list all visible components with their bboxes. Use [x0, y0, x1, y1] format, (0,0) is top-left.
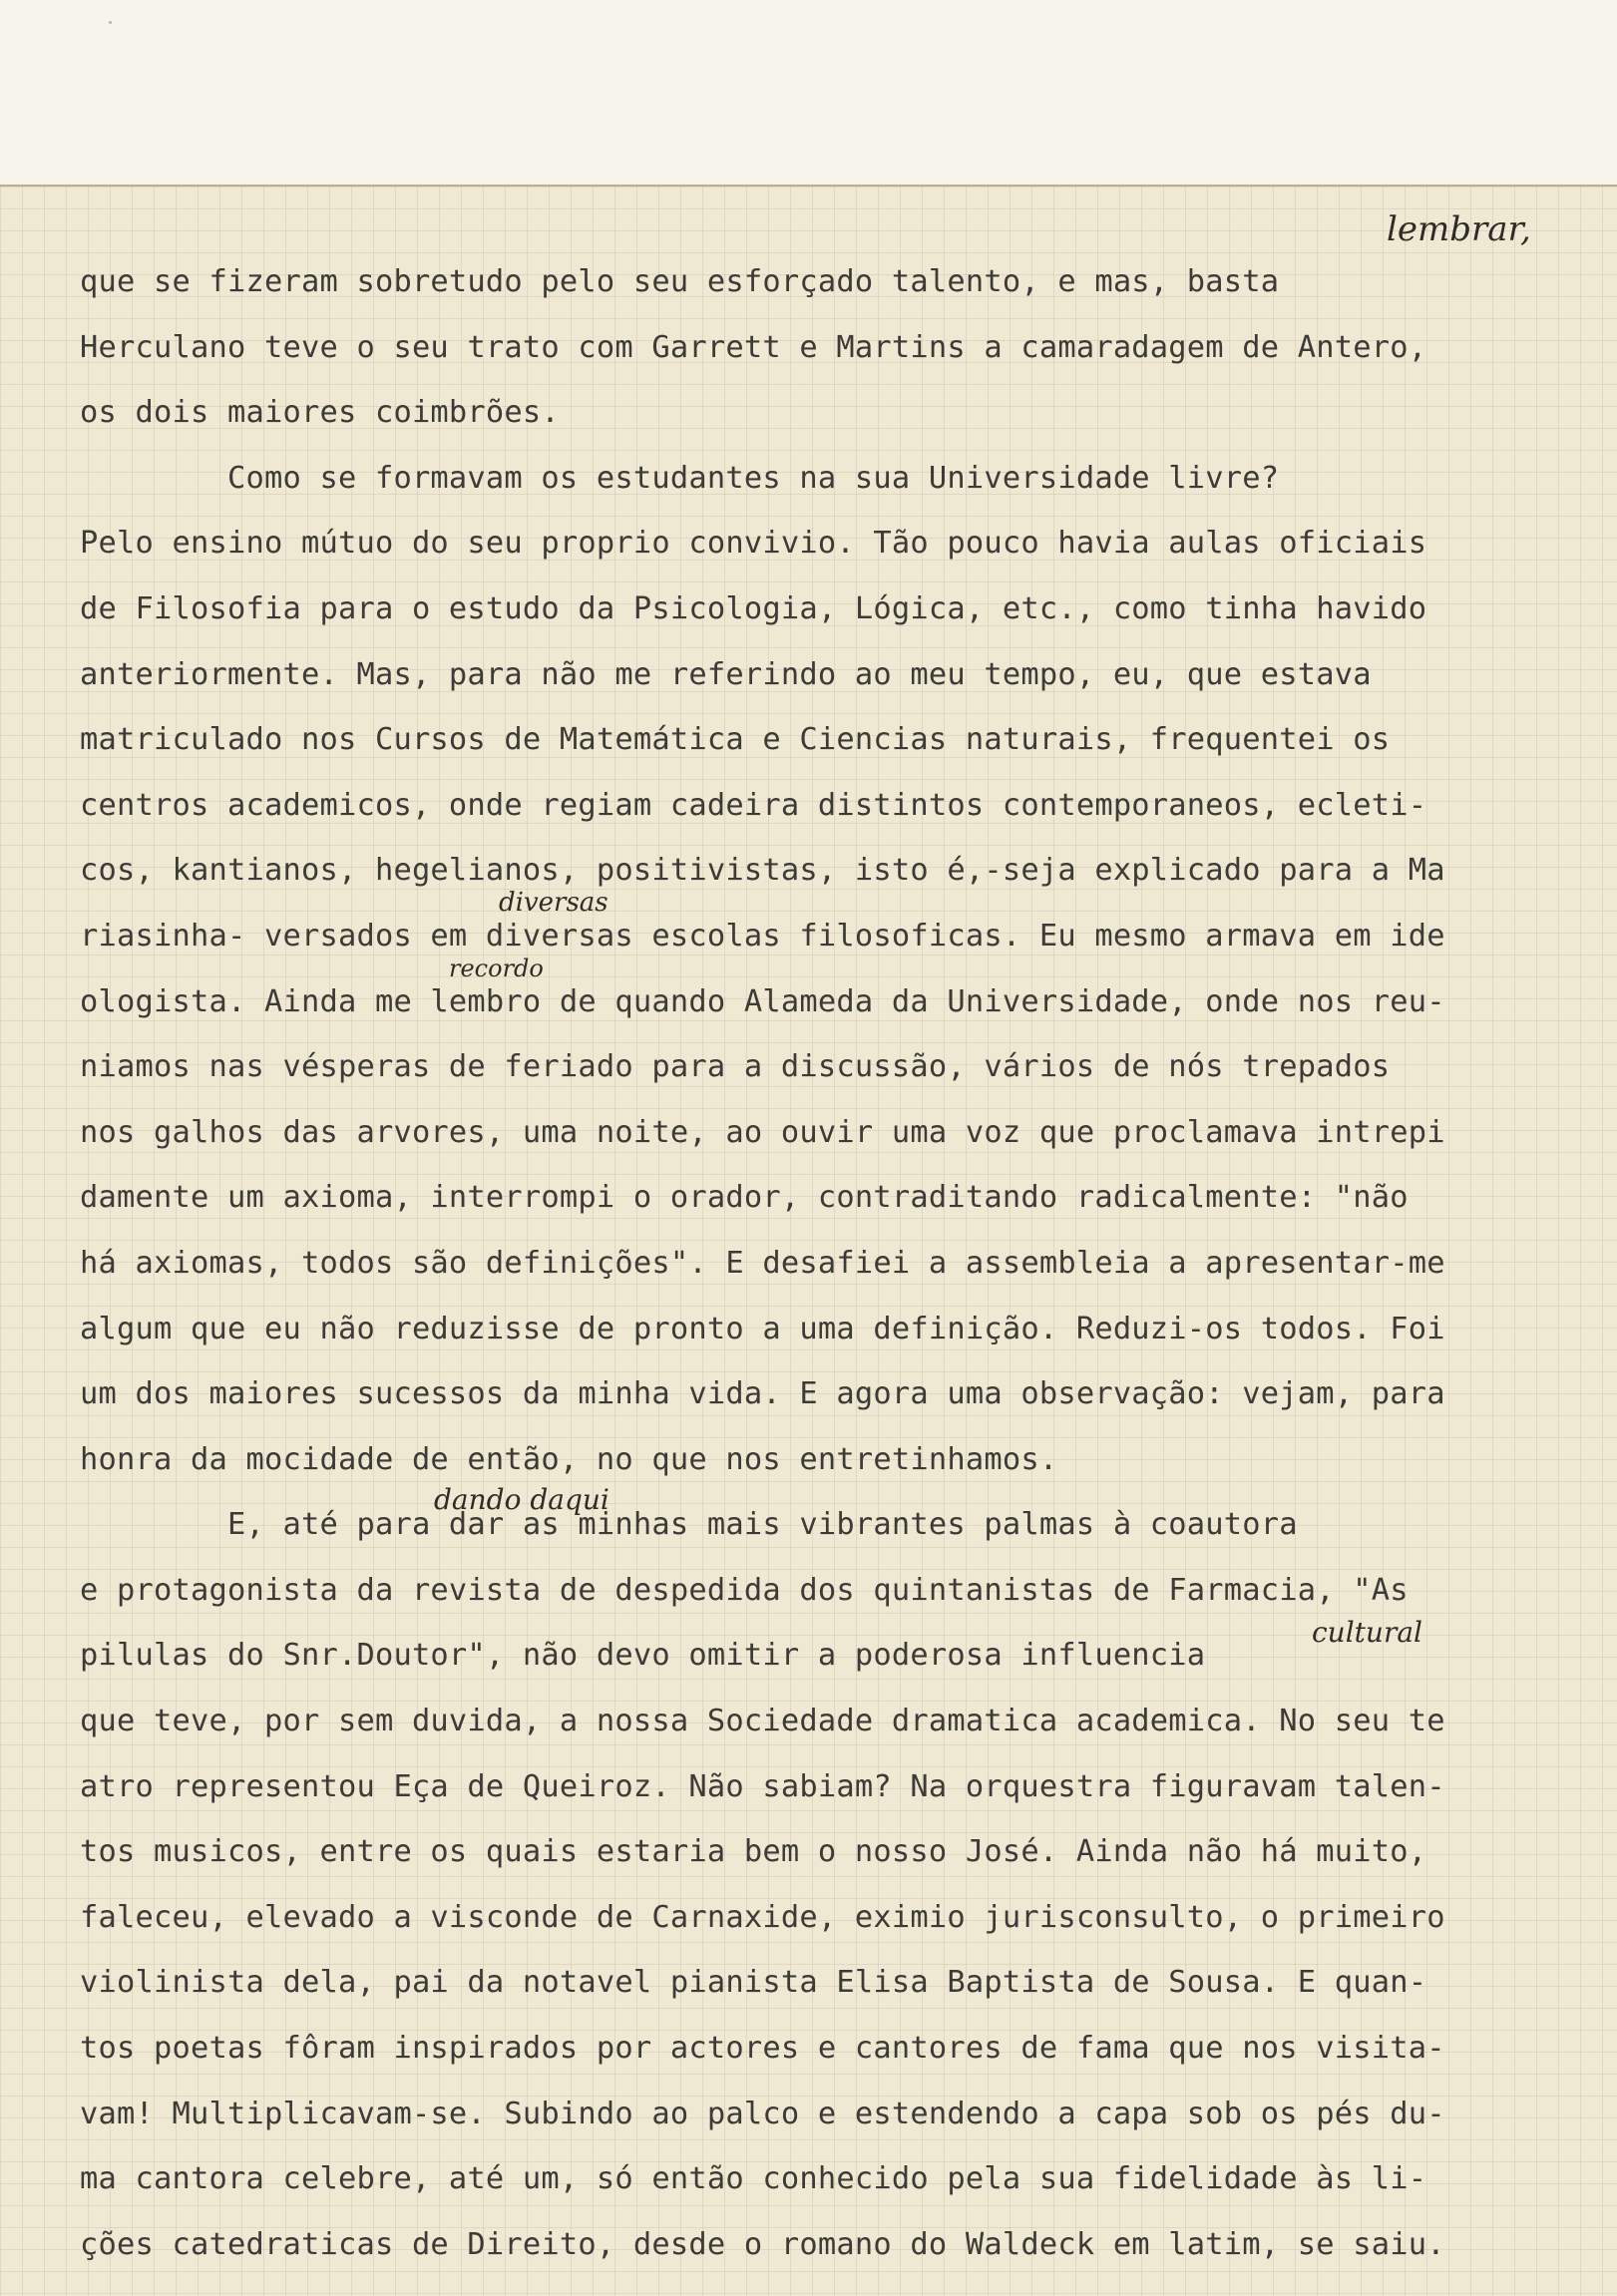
text-line: honra da mocidade de então, no que nos entretinhamos. [80, 1441, 1058, 1477]
text-line: ções catedraticas de Direito, desde o romano do Waldeck em latim, se saiu. [80, 2226, 1445, 2262]
text-line: ologista. Ainda me lembro de quando Alameda da Universidade, onde nos reu- [80, 983, 1445, 1019]
text-line: que teve, por sem duvida, a nossa Sociedade dramatica academica. No seu te [80, 1704, 1445, 1739]
text-line: ma cantora celebre, até um, só então conhecido pela sua fidelidade às li- [80, 2161, 1427, 2197]
text-line: cos, kantianos, hegelianos, positivistas, isto é,-seja explicado para a Ma [80, 853, 1445, 889]
handwritten-annotation: diversas [499, 888, 608, 918]
text-line: que se fizeram sobretudo pelo seu esforçado talento, e mas, basta [80, 264, 1298, 299]
text-line: vam! Multiplicavam-se. Subindo ao palco e estendendo a capa sob os pés du- [80, 2096, 1445, 2131]
text-line: anteriormente. Mas, para não me referindo ao meu tempo, eu, que estava [80, 656, 1372, 692]
text-line: e protagonista da revista de despedida dos quintanistas de Farmacia, "As [80, 1572, 1409, 1608]
text-line: tos poetas fôram inspirados por actores e cantores de fama que nos visita- [80, 2031, 1445, 2067]
text-line: um dos maiores sucessos da minha vida. E agora uma observação: vejam, para [80, 1376, 1445, 1412]
paper-speck [109, 21, 112, 24]
text-line: nos galhos das arvores, uma noite, ao ouvir uma voz que proclamava intrepi [80, 1114, 1445, 1150]
text-line: Pelo ensino mútuo do seu proprio convivio. Tão pouco havia aulas oficiais [80, 526, 1427, 562]
text-line: os dois maiores coimbrões. [80, 395, 560, 431]
text-line: há axiomas, todos são definições". E desafiei a assembleia a apresentar-me [80, 1245, 1445, 1281]
text-line: faleceu, elevado a visconde de Carnaxide, eximio jurisconsulto, o primeiro [80, 1899, 1445, 1935]
handwritten-annotation: lembrar, [1387, 209, 1531, 249]
text-line: violinista dela, pai da notavel pianista Elisa Baptista de Sousa. E quan- [80, 1965, 1427, 2001]
text-line: tos musicos, entre os quais estaria bem o nosso José. Ainda não há muito, [80, 1834, 1427, 1870]
text-line: riasinha- versados em diversas escolas filosoficas. Eu mesmo armava em ide [80, 918, 1445, 954]
handwritten-annotation: cultural [1312, 1616, 1422, 1649]
text-line: algum que eu não reduzisse de pronto a uma definição. Reduzi-os todos. Foi [80, 1311, 1445, 1346]
text-line: Herculano teve o seu trato com Garrett e Martins a camaradagem de Antero, [80, 329, 1427, 365]
text-line: Como se formavam os estudantes na sua Universidade livre? [80, 460, 1280, 496]
text-line: niamos nas vésperas de feriado para a discussão, vários de nós trepados [80, 1049, 1391, 1085]
handwritten-annotation: recordo [449, 955, 544, 982]
text-line: damente um axioma, interrompi o orador, contraditando radicalmente: "não [80, 1180, 1409, 1216]
text-line: atro representou Eça de Queiroz. Não sabiam? Na orquestra figuravam talen- [80, 1768, 1445, 1804]
typewritten-text [80, 249, 1556, 2277]
text-line: centros academicos, onde regiam cadeira distintos contemporaneos, ecleti- [80, 787, 1427, 823]
text-line: pilulas do Snr.Doutor", não devo omitir a poderosa influencia [80, 1638, 1224, 1674]
page-top-margin [0, 0, 1617, 185]
text-line: de Filosofia para o estudo da Psicologia, Lógica, etc., como tinha havido [80, 590, 1427, 626]
text-line: matriculado nos Cursos de Matemática e Ciencias naturais, frequentei os [80, 722, 1391, 758]
handwritten-annotation: dando daqui [434, 1483, 609, 1516]
text-line: E, até para dar as minhas mais vibrantes palmas à coautora [80, 1507, 1298, 1543]
